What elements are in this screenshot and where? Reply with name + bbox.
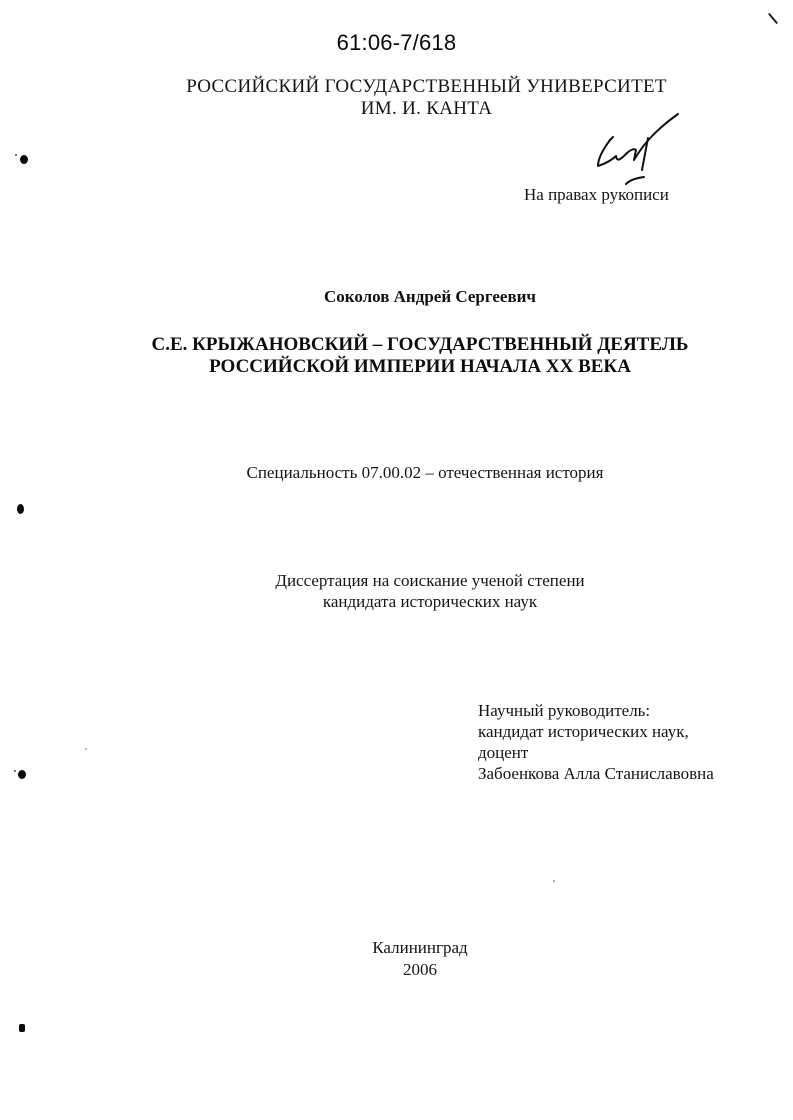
- city: Калининград: [372, 938, 468, 957]
- binding-hole-icon: [20, 155, 28, 164]
- supervisor-rank: доцент: [478, 743, 529, 762]
- university-line-1: РОССИЙСКИЙ ГОСУДАРСТВЕННЫЙ УНИВЕРСИТЕТ: [186, 76, 667, 97]
- scan-dot-icon: [14, 770, 16, 772]
- scan-dot-icon: [85, 748, 87, 750]
- supervisor-degree: кандидат исторических наук,: [478, 722, 689, 741]
- binding-hole-icon: [19, 1024, 25, 1032]
- title-line-2: РОССИЙСКОЙ ИМПЕРИИ НАЧАЛА XX ВЕКА: [209, 356, 631, 377]
- scan-mark-icon: [768, 13, 778, 24]
- binding-hole-icon: [17, 504, 24, 514]
- title-line-1: С.Е. КРЫЖАНОВСКИЙ – ГОСУДАРСТВЕННЫЙ ДЕЯТЕЛЬ: [151, 334, 689, 355]
- dissertation-line-2: кандидата исторических наук: [322, 592, 538, 611]
- manuscript-note: На правах рукописи: [524, 185, 669, 204]
- dissertation-title: [0, 334, 793, 378]
- specialty: Специальность 07.00.02 – отечественная история: [246, 463, 604, 482]
- supervisor-name: Забоенкова Алла Станиславовна: [478, 764, 714, 783]
- scan-dot-icon: [553, 880, 555, 882]
- catalog-code: 61:06-7/618: [336, 30, 457, 55]
- author-name: Соколов Андрей Сергеевич: [323, 287, 537, 306]
- scan-dot-icon: [15, 154, 17, 156]
- city-year: [0, 937, 793, 981]
- dissertation-degree: [0, 570, 793, 612]
- year: 2006: [403, 960, 437, 979]
- supervisor-label: Научный руководитель:: [478, 701, 651, 720]
- signature-icon: [590, 100, 690, 190]
- dissertation-line-1: Диссертация на соискание ученой степени: [275, 571, 585, 590]
- binding-hole-icon: [18, 770, 26, 779]
- university-line-2: ИМ. И. КАНТА: [360, 98, 493, 119]
- supervisor-block: [478, 700, 714, 784]
